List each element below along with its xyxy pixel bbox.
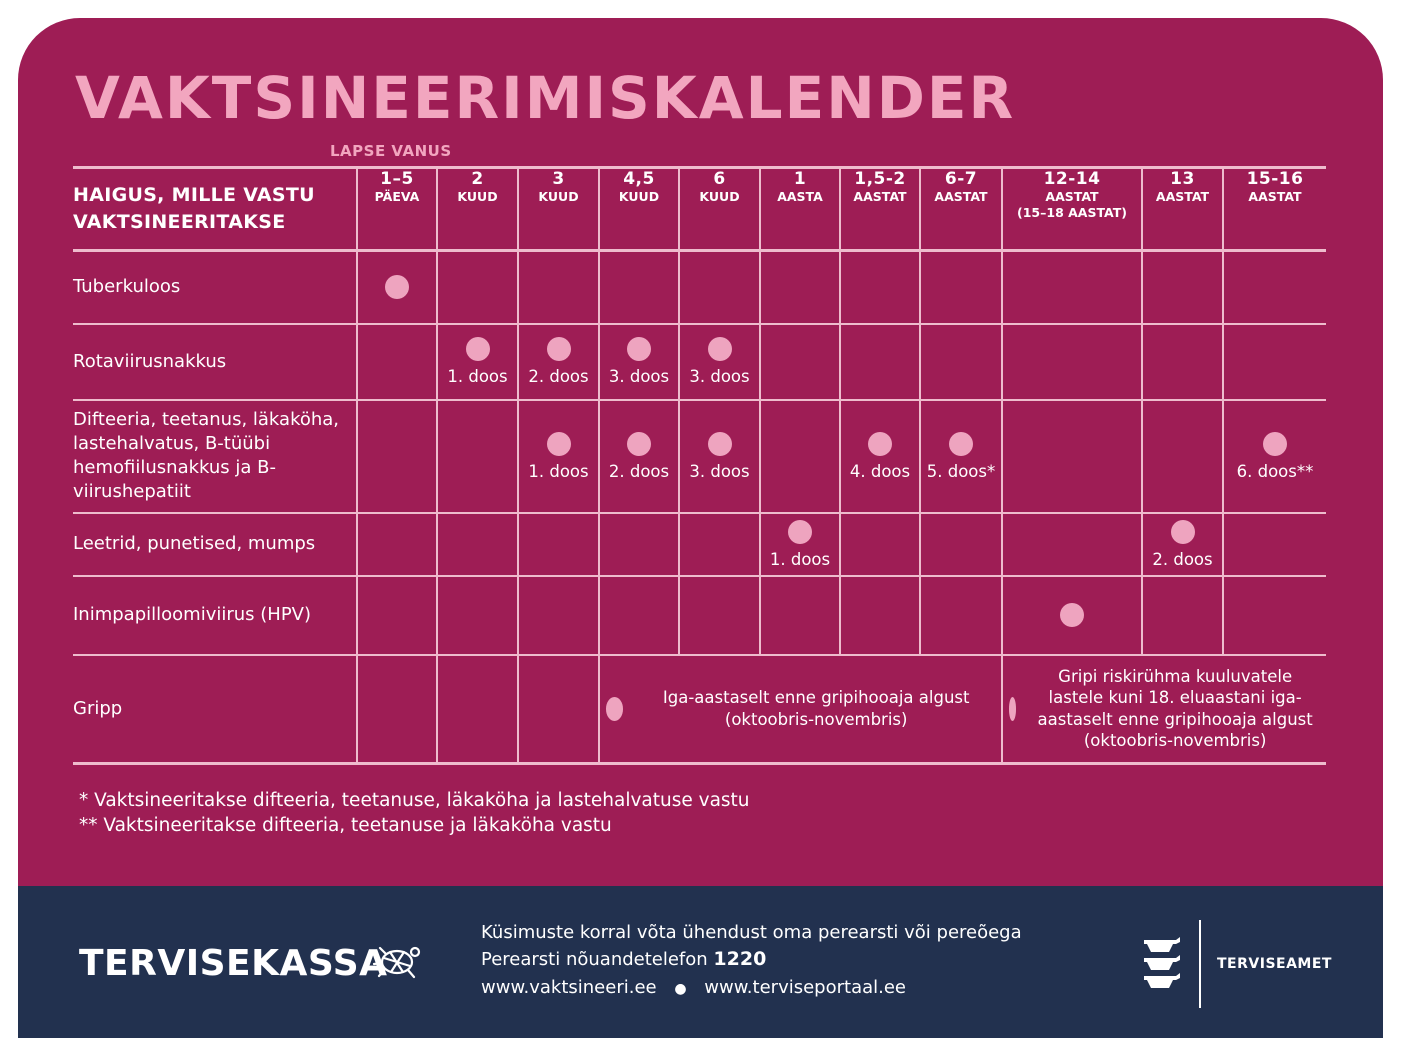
dose-label: 5. doos* <box>926 461 996 481</box>
age-unit: KUUD <box>699 189 740 204</box>
dose-dot <box>466 337 490 361</box>
dose-dot <box>627 337 651 361</box>
dose-cell <box>1223 251 1326 324</box>
turtle-icon <box>370 936 426 986</box>
dose-cell <box>357 251 437 324</box>
footnote-2: ** Vaktsineeritakse difteeria, teetanuse ja läkaköha vastu <box>79 815 612 836</box>
three-lions-crest-icon <box>1139 934 1185 994</box>
dose-dot <box>708 337 732 361</box>
dose-cell <box>840 576 920 655</box>
dose-dot <box>1263 432 1287 456</box>
footnote-1: * Vaktsineeritakse difteeria, teetanuse, läkaköha ja lastehalvatuse vastu <box>79 790 750 811</box>
dose-cell <box>1002 324 1142 400</box>
dose-cell <box>1002 400 1142 513</box>
dose-dot <box>1171 520 1195 544</box>
flu-annual-text: Iga-aastaselt enne gripihooaja algust (oktoobris-novembris) <box>662 688 970 729</box>
age-unit: AASTAT <box>934 189 988 204</box>
age-column-header <box>760 168 840 251</box>
dose-cell <box>518 576 599 655</box>
dose-cell <box>1223 513 1326 576</box>
footnotes <box>79 788 750 838</box>
dose-dot <box>949 432 973 456</box>
age-column-header <box>357 168 437 251</box>
page-title: VAKTSINEERIMISKALENDER <box>75 64 1016 132</box>
dose-label: 3. doos <box>689 367 750 386</box>
dose-dot <box>708 432 732 456</box>
dose-cell <box>679 324 760 400</box>
dose-cell <box>357 655 437 764</box>
disease-name: Difteeria, teetanus, läkaköha, lastehalvatus, B-tüübi hemofiilusnakkus ja B-viirushepatiit <box>73 400 357 513</box>
dose-cell <box>599 576 679 655</box>
dose-cell <box>1142 400 1223 513</box>
dose-cell <box>1002 251 1142 324</box>
dose-cell <box>679 400 760 513</box>
phone-label: Perearsti nõuandetelefon <box>481 949 708 970</box>
dose-cell <box>1002 576 1142 655</box>
age-value: 3 <box>552 169 565 189</box>
dose-cell <box>760 324 840 400</box>
dose-cell <box>599 513 679 576</box>
footer-links <box>481 977 906 998</box>
age-value: 4,5 <box>623 169 655 189</box>
dose-cell <box>357 513 437 576</box>
dose-cell <box>518 655 599 764</box>
disease-row <box>73 324 1326 400</box>
age-unit: KUUD <box>538 189 579 204</box>
phone-line <box>481 946 1022 973</box>
dose-label: 2. doos <box>608 461 670 481</box>
age-header-row <box>73 168 1326 251</box>
dose-dot <box>606 697 623 721</box>
dose-cell <box>679 251 760 324</box>
agency-name: TERVISEAMET <box>1217 956 1332 972</box>
dose-cell <box>518 400 599 513</box>
age-value: 12-14 <box>1043 169 1101 189</box>
phone-number: 1220 <box>713 948 767 970</box>
dose-cell <box>437 513 518 576</box>
contact-line: Küsimuste korral võta ühendust oma perearsti või pereõega <box>481 922 1022 943</box>
dose-cell <box>920 400 1002 513</box>
dose-label: 1. doos <box>528 461 589 481</box>
disease-name: Leetrid, punetised, mumps <box>73 513 357 576</box>
dose-cell <box>1142 576 1223 655</box>
dose-cell <box>760 400 840 513</box>
dose-cell <box>1223 324 1326 400</box>
dose-cell <box>840 251 920 324</box>
age-column-header <box>1142 168 1223 251</box>
dose-cell <box>518 324 599 400</box>
age-unit: KUUD <box>618 189 660 204</box>
dose-dot <box>385 275 409 299</box>
age-value: 13 <box>1170 169 1195 189</box>
dose-cell <box>920 576 1002 655</box>
contact-info <box>481 920 1022 973</box>
age-value: 6-7 <box>944 169 978 189</box>
age-unit: AASTAT <box>853 189 907 204</box>
disease-name: Gripp <box>73 655 357 764</box>
dose-dot <box>547 432 571 456</box>
dose-cell <box>599 251 679 324</box>
age-column-header <box>437 168 518 251</box>
brand-logo-text: TERVISEKASSA <box>79 943 388 984</box>
dose-cell <box>437 251 518 324</box>
age-unit: AASTAT <box>1155 189 1210 204</box>
age-value: 15-16 <box>1246 169 1304 189</box>
dose-label: 1. doos <box>769 549 831 569</box>
dose-cell <box>357 324 437 400</box>
link-separator: ● <box>674 981 687 997</box>
age-column-header <box>920 168 1002 251</box>
disease-row <box>73 251 1326 324</box>
dose-label: 2. doos <box>1152 549 1213 569</box>
age-column-header <box>518 168 599 251</box>
dose-cell <box>437 576 518 655</box>
dose-cell <box>920 513 1002 576</box>
dose-dot <box>1009 697 1016 721</box>
dose-cell <box>518 513 599 576</box>
dose-cell <box>840 400 920 513</box>
dose-cell <box>679 576 760 655</box>
age-extra: (15–18 AASTAT) <box>1017 205 1127 220</box>
dose-cell <box>599 400 679 513</box>
dose-cell <box>760 576 840 655</box>
dose-cell <box>357 400 437 513</box>
dose-dot <box>788 520 812 544</box>
dose-cell <box>840 324 920 400</box>
dose-cell <box>437 324 518 400</box>
dose-label: 3. doos <box>689 461 750 481</box>
age-unit: KUUD <box>457 189 498 204</box>
age-column-header <box>679 168 760 251</box>
age-unit: PÄEVA <box>374 189 420 204</box>
age-value: 1 <box>793 169 807 189</box>
dose-cell <box>518 251 599 324</box>
dose-cell <box>1142 324 1223 400</box>
calendar-card <box>18 18 1383 1038</box>
disease-column-header: HAIGUS, MILLE VASTU VAKTSINEERITAKSE <box>73 168 357 251</box>
dose-cell <box>679 513 760 576</box>
dose-cell <box>357 576 437 655</box>
age-column-header <box>599 168 679 251</box>
dose-cell <box>437 400 518 513</box>
disease-row-flu <box>73 655 1326 764</box>
dose-cell <box>1223 576 1326 655</box>
dose-dot <box>547 337 571 361</box>
dose-label: 3. doos <box>608 367 670 386</box>
age-unit: AASTAT <box>1248 189 1302 204</box>
dose-dot <box>1060 603 1084 627</box>
flu-risk-text: Gripi riskirühma kuuluvatele lastele kuni 18. eluaastani iga-aastaselt enne gripihooaja algust (oktoobris-novembris) <box>1037 666 1313 751</box>
age-caption: LAPSE VANUS <box>330 142 452 160</box>
flu-risk <box>1003 666 1326 752</box>
dose-cell <box>760 513 840 576</box>
dose-label: 6. doos** <box>1236 461 1314 481</box>
disease-row <box>73 576 1326 655</box>
disease-name: Tuberkuloos <box>73 251 357 324</box>
dose-cell <box>920 324 1002 400</box>
age-column-header <box>1002 168 1142 251</box>
dose-cell <box>1142 251 1223 324</box>
dose-cell <box>437 655 518 764</box>
dose-cell <box>840 513 920 576</box>
age-value: 1,5-2 <box>854 169 906 189</box>
disease-name: Rotaviirusnakkus <box>73 324 357 400</box>
link-terviseportaal[interactable]: www.terviseportaal.ee <box>704 977 906 998</box>
dose-cell <box>760 251 840 324</box>
disease-name: Inimpapilloomiviirus (HPV) <box>73 576 357 655</box>
age-unit: AASTAT <box>1045 189 1099 204</box>
age-value: 2 <box>471 169 484 189</box>
age-column-header <box>840 168 920 251</box>
dose-label: 4. doos <box>849 461 911 481</box>
dose-cell <box>599 324 679 400</box>
footer-divider <box>1199 920 1201 1008</box>
footer <box>18 886 1383 1038</box>
flu-annual-cell <box>599 655 1002 764</box>
flu-risk-cell <box>1002 655 1326 764</box>
disease-row <box>73 513 1326 576</box>
dose-label: 2. doos <box>528 367 589 386</box>
disease-row <box>73 400 1326 513</box>
age-value: 6 <box>713 169 726 189</box>
dose-cell <box>1142 513 1223 576</box>
age-unit: AASTA <box>777 189 823 204</box>
dose-dot <box>868 432 892 456</box>
dose-cell <box>1002 513 1142 576</box>
dose-dot <box>627 432 651 456</box>
dose-cell <box>920 251 1002 324</box>
flu-annual <box>600 687 1001 730</box>
dose-cell <box>1223 400 1326 513</box>
dose-label: 1. doos <box>447 367 508 386</box>
vaccination-table <box>73 166 1326 765</box>
age-value: 1–5 <box>380 169 414 189</box>
age-column-header <box>1223 168 1326 251</box>
link-vaktsineeri[interactable]: www.vaktsineeri.ee <box>481 977 657 998</box>
